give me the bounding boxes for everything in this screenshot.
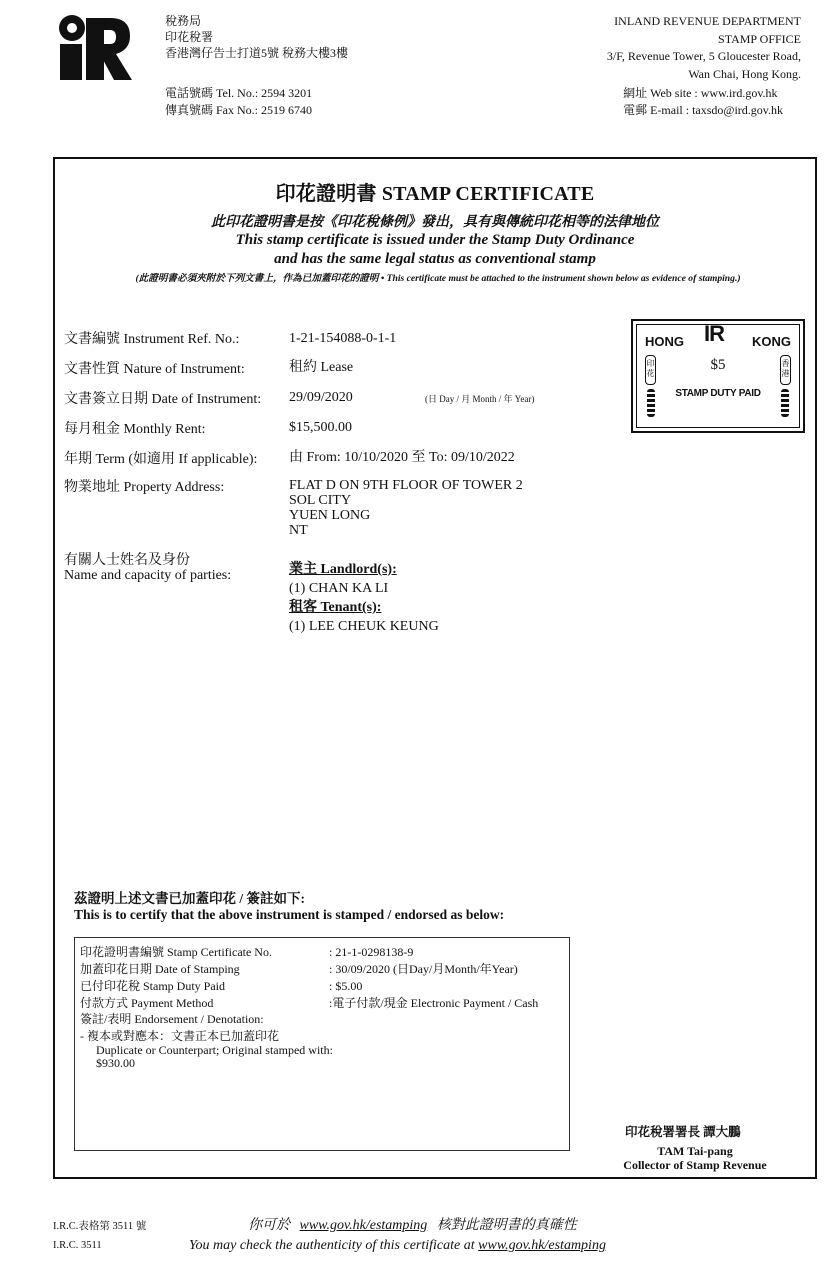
stamp-ir-logo: IR <box>704 321 724 346</box>
ref-value: 1-21-154088-0-1-1 <box>289 331 397 346</box>
date-label: 文書簽立日期 Date of Instrument: <box>64 392 262 407</box>
header-tel: 電話號碼 Tel. No.: 2594 3201 <box>165 86 313 100</box>
header-left-line: 稅務局 <box>165 14 202 28</box>
duty-value: : $5.00 <box>329 979 363 993</box>
landlord-name: (1) CHAN KA LI <box>289 581 389 596</box>
stamp-amount: $5 <box>710 357 726 373</box>
endorsement-label: 簽註/表明 Endorsement / Denotation: <box>80 1012 264 1026</box>
signature-block <box>615 1144 775 1172</box>
ref-label: 文書編號 Instrument Ref. No.: <box>64 332 240 347</box>
stamp-right-seal: 香港 <box>780 355 791 385</box>
certificate-subtitle-en1: This stamp certificate is issued under the Stamp Duty Ordinance <box>235 232 635 248</box>
form-number <box>53 1217 146 1255</box>
form-number-zh: I.R.C.表格第 3511 號 <box>53 1221 147 1232</box>
nature-label: 文書性質 Nature of Instrument: <box>64 362 245 377</box>
landlord-heading: 業主 Landlord(s): <box>289 562 397 577</box>
endorse-en: Duplicate or Counterpart; Original stamped with: <box>96 1043 333 1057</box>
header-email[interactable]: 電郵 E-mail : taxsdo@ird.gov.hk <box>623 103 783 117</box>
certificate-subtitle-en2: and has the same legal status as conventional stamp <box>274 251 596 267</box>
payment-label: 付款方式 Payment Method <box>80 996 214 1010</box>
signature-title-en: Collector of Stamp Revenue <box>623 1158 767 1172</box>
cert-no-value: : 21-1-0298138-9 <box>329 945 414 959</box>
ird-logo-icon <box>58 14 132 82</box>
certificate-attach-note: (此證明書必須夾附於下列文書上，作為已加蓋印花的證明 • This certificate must be attached to the instrument shown below as evidence of stamping.) <box>135 273 741 284</box>
certificate-title: 印花證明書 STAMP CERTIFICATE <box>275 183 595 205</box>
term-label: 年期 Term (如適用 If applicable): <box>64 452 258 467</box>
header-right-line: 3/F, Revenue Tower, 5 Gloucester Road, <box>606 49 801 63</box>
stamping-details-box <box>74 937 570 1151</box>
tenant-heading: 租客 Tenant(s): <box>289 600 382 615</box>
header-contact <box>165 85 312 119</box>
date-format: (日 Day / 月 Month / 年 Year) <box>425 394 535 404</box>
certify-zh: 茲證明上述文書已加蓋印花 / 簽註如下: <box>74 891 305 906</box>
ird-logo <box>58 14 132 82</box>
verify-zh-line <box>248 1214 577 1234</box>
verify-link-en[interactable]: www.gov.hk/estamping <box>478 1238 606 1253</box>
header-right-line: Wan Chai, Hong Kong. <box>688 66 801 81</box>
header-right-line: INLAND REVENUE DEPARTMENT <box>614 14 801 28</box>
signature-title-zh: 印花稅署署長 譚大鵬 <box>625 1125 741 1139</box>
stamp-hong: HONG <box>645 334 684 349</box>
verify-link-zh[interactable]: www.gov.hk/estamping <box>299 1218 428 1233</box>
parties-label <box>64 553 231 583</box>
stamp-kong: KONG <box>752 334 791 349</box>
parties-value <box>289 560 439 636</box>
stamping-date-value: : 30/09/2020 (日Day/月Month/年Year) <box>329 962 518 976</box>
parties-label-en: Name and capacity of parties: <box>64 568 232 583</box>
stamp-inner-border <box>636 321 800 428</box>
header-left-line: 印花稅署 <box>165 30 214 44</box>
header-right-address <box>607 13 801 83</box>
address-line: SOL CITY <box>289 493 352 508</box>
rent-label: 每月租金 Monthly Rent: <box>64 422 206 437</box>
date-value: 29/09/2020 <box>289 390 353 405</box>
header-left-line: 香港灣仔告士打道5號 稅務大樓3樓 <box>165 46 349 60</box>
nature-value: 租約 Lease <box>289 360 354 375</box>
signature-name: TAM Tai-pang <box>657 1144 733 1158</box>
certificate-subtitle-zh: 此印花證明書是按《印花稅條例》發出，具有與傳統印花相等的法律地位 <box>211 215 659 230</box>
address-line: YUEN LONG <box>289 508 371 523</box>
endorse-zh: - 複本或對應本：文書正本已加蓋印花 <box>80 1029 279 1043</box>
verify-en-pre: You may check the authenticity of this certificate at <box>189 1238 475 1253</box>
verify-en-line <box>189 1238 606 1254</box>
certify-en: This is to certify that the above instrument is stamped / endorsed as below: <box>74 907 505 922</box>
stamp-duty-paid-stamp <box>631 319 805 433</box>
certificate-frame <box>53 157 817 1179</box>
address-label: 物業地址 Property Address: <box>64 480 225 495</box>
verify-zh-pre: 你可於 <box>248 1218 290 1233</box>
address-value <box>289 478 523 538</box>
stamping-date-label: 加蓋印花日期 Date of Stamping <box>80 962 240 976</box>
address-line: NT <box>289 523 308 538</box>
term-value: 由 From: 10/10/2020 至 To: 09/10/2022 <box>289 450 515 465</box>
address-line: FLAT D ON 9TH FLOOR OF TOWER 2 <box>289 478 523 493</box>
cert-no-label: 印花證明書編號 Stamp Certificate No. <box>80 945 272 959</box>
parties-label-zh: 有關人士姓名及身份 <box>64 553 190 568</box>
duty-label: 已付印花稅 Stamp Duty Paid <box>80 979 226 993</box>
stamp-paid-text: STAMP DUTY PAID <box>675 388 761 399</box>
header-left-address <box>165 13 348 61</box>
stamp-left-seal: 印花 <box>645 355 656 385</box>
header-website[interactable]: 網址 Web site : www.ird.gov.hk <box>623 86 778 100</box>
endorse-amount: $930.00 <box>96 1056 135 1070</box>
header-web <box>623 85 783 119</box>
header-right-line: STAMP OFFICE <box>718 31 801 46</box>
verify-zh-post: 核對此證明書的真確性 <box>436 1218 577 1233</box>
payment-value: :電子付款/現金 Electronic Payment / Cash <box>329 996 539 1010</box>
form-number-en: I.R.C. 3511 <box>53 1240 102 1251</box>
tenant-name: (1) LEE CHEUK KEUNG <box>289 619 439 634</box>
header-fax: 傳真號碼 Fax No.: 2519 6740 <box>165 103 313 117</box>
rent-value: $15,500.00 <box>289 420 352 435</box>
